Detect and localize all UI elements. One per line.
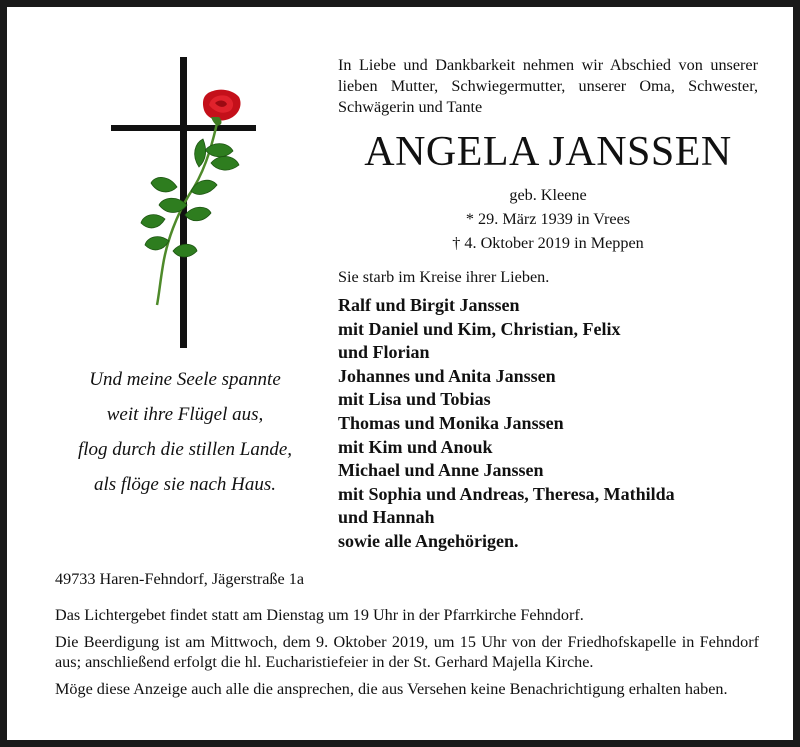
notices bbox=[55, 605, 759, 706]
poem-line: weit ihre Flügel aus, bbox=[106, 404, 264, 425]
family-line: Thomas und Monika Janssen bbox=[338, 412, 564, 433]
rose-leaves bbox=[141, 139, 239, 257]
cross-with-rose-icon bbox=[107, 55, 262, 351]
poem-line: Und meine Seele spannte bbox=[89, 369, 281, 390]
notice-prayer: Das Lichtergebet findet statt am Dienstag um 19 Uhr in der Pfarrkirche Fehndorf. bbox=[55, 606, 584, 624]
poem-line: flog durch die stillen Lande, bbox=[77, 439, 293, 460]
notice-funeral: Die Beerdigung ist am Mittwoch, dem 9. Oktober 2019, um 15 Uhr von der Friedhofskapelle in Fehndorf aus; anschließend erfolgt die hl. Eucharistiefeier in der St. Gerhard Majella Kirche. bbox=[55, 633, 759, 671]
family-line: mit Daniel und Kim, Christian, Felix bbox=[338, 318, 621, 339]
maiden-name: geb. Kleene bbox=[509, 186, 587, 204]
notice-closing: Möge diese Anzeige auch alle die ansprechen, die aus Versehen keine Benachrichtigung erhalten haben. bbox=[55, 680, 728, 698]
family-line: mit Sophia und Andreas, Theresa, Mathilda bbox=[338, 483, 675, 504]
deceased-name: ANGELA JANSSEN bbox=[364, 129, 732, 175]
family-line: und Hannah bbox=[338, 507, 435, 528]
intro-text: In Liebe und Dankbarkeit nehmen wir Abschied von unserer lieben Mutter, Schwiegermutter, unserer Oma, Schwester, Schwägerin und Tante bbox=[338, 56, 758, 116]
rose-head bbox=[203, 90, 241, 126]
poem bbox=[45, 362, 325, 502]
life-dates bbox=[338, 183, 758, 255]
poem-line: als flöge sie nach Haus. bbox=[93, 474, 277, 495]
address: 49733 Haren-Fehndorf, Jägerstraße 1a bbox=[55, 570, 305, 588]
family-line: mit Kim und Anouk bbox=[338, 436, 493, 457]
cross-horizontal-bar bbox=[111, 125, 256, 131]
death-date: † 4. Oktober 2019 in Meppen bbox=[452, 234, 644, 252]
family-line: Michael und Anne Janssen bbox=[338, 460, 544, 481]
birth-date: * 29. März 1939 in Vrees bbox=[465, 210, 631, 228]
died-intro: Sie starb im Kreise ihrer Lieben. bbox=[338, 268, 550, 286]
family-line: sowie alle Angehörigen. bbox=[338, 530, 519, 551]
family-line: Johannes und Anita Janssen bbox=[338, 365, 556, 386]
family-line: mit Lisa und Tobias bbox=[338, 389, 491, 410]
family-line: und Florian bbox=[338, 342, 430, 363]
family-line: Ralf und Birgit Janssen bbox=[338, 295, 520, 315]
family-list bbox=[338, 294, 758, 554]
